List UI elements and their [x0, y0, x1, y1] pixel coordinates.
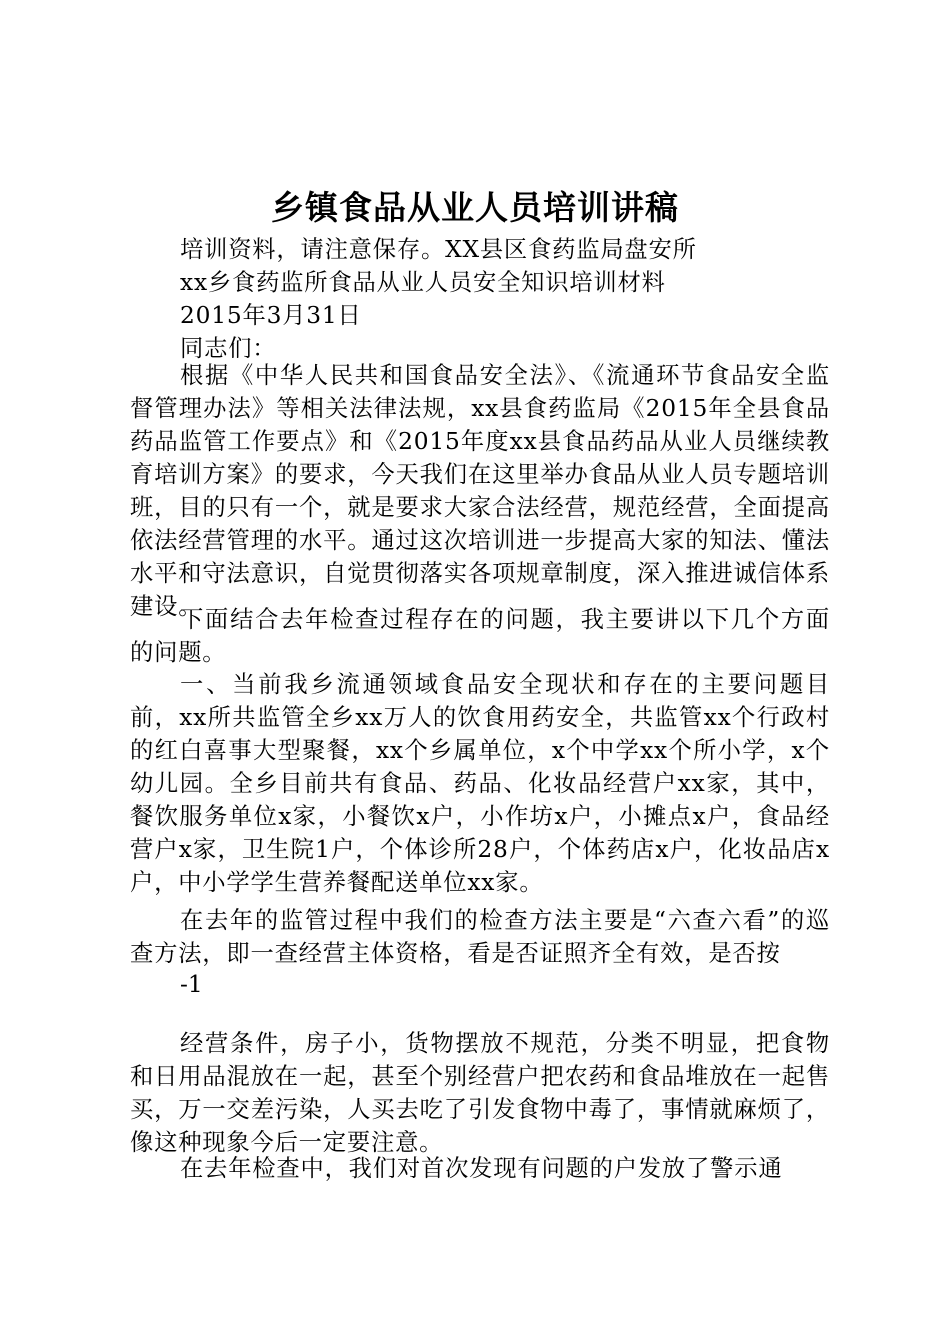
page-number: -1 — [180, 971, 203, 998]
salutation: 同志们： — [180, 335, 277, 362]
paragraph-section-one: 一、当前我乡流通领域食品安全现状和存在的主要问题目前，xx所共监管全乡xx万人的饮食用药安全，共监管xx个行政村的红白喜事大型聚餐，xx个乡属单位，x个中学xx个所小学，x个幼儿园。全乡目前共有食品、药品、化妆品经营户xx家，其中，餐饮服务单位x家，小餐饮x户，小作坊x户，小摊点x户，食品经营户x家，卫生院1户，个体诊所28户，个体药店x户，化妆品店x户，中小学学生营养餐配送单位xx家。 — [130, 671, 830, 896]
header-line-date: 2015年3月31日 — [180, 302, 362, 329]
paragraph-conditions: 经营条件，房子小，货物摆放不规范，分类不明显，把食物和日用品混放在一起，甚至个别经营户把农药和食品堆放在一起售买，万一交差污染，人买去吃了引发食物中毒了，事情就麻烦了，像这种现象今后一定要注意。 — [130, 1030, 830, 1156]
document-title: 乡镇食品从业人员培训讲稿 — [271, 188, 679, 227]
paragraph-topics: 下面结合去年检查过程存在的问题，我主要讲以下几个方面的问题。 — [130, 606, 830, 666]
paragraph-warnings: 在去年检查中，我们对首次发现有问题的户发放了警示通 — [180, 1155, 783, 1182]
header-line-subtitle: xx乡食药监所食品从业人员安全知识培训材料 — [180, 269, 666, 296]
header-line-source: 培训资料，请注意保存。XX县区食药监局盘安所 — [180, 236, 697, 263]
paragraph-intro: 根据《中华人民共和国食品安全法》、《流通环节食品安全监督管理办法》等相关法律法规，xx县食药监局《2015年全县食品药品监管工作要点》和《2015年度xx县食品药品从业人员继续教育培训方案》的要求，今天我们在这里举办食品从业人员专题培训班，目的只有一个，就是要求大家合法经营，规范经营，全面提高依法经营管理的水平。通过这次培训进一步提高大家的知法、懂法水平和守法意识，自觉贯彻落实各项规章制度，深入推进诚信体系建设。 — [130, 362, 830, 620]
paragraph-inspection-method: 在去年的监管过程中我们的检查方法主要是“六查六看”的巡查方法，即一查经营主体资格，看是否证照齐全有效，是否按 — [130, 907, 830, 967]
